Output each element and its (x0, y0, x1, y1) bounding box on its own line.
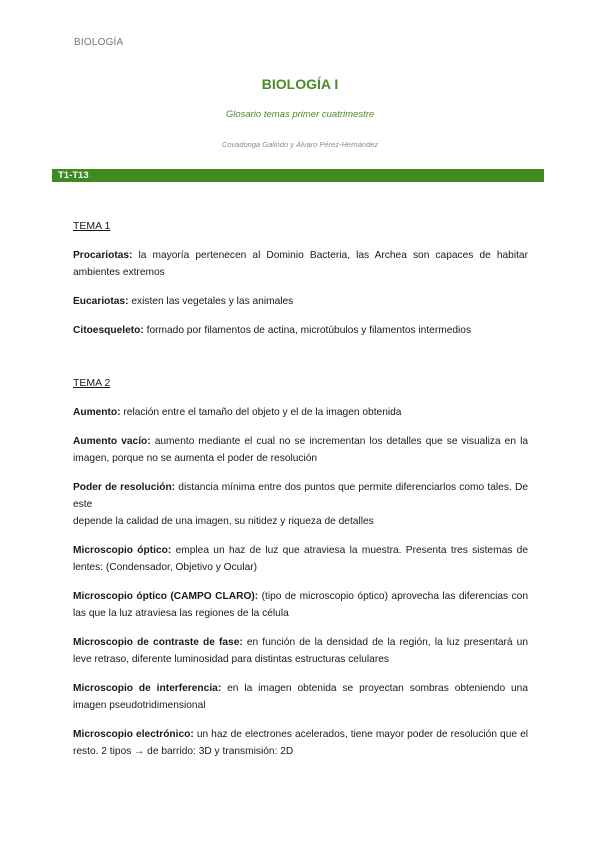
entry-definition: relación entre el tamaño del objeto y el de la imagen obtenida (123, 407, 402, 418)
glossary-entry (73, 588, 528, 622)
section-label: T1-T13 (58, 170, 89, 181)
entry-definition: en la imagen obtenida se proyectan sombras obteniendo una imagen pseudotridimensional (73, 683, 528, 711)
glossary-entry (73, 634, 528, 668)
entry-term: Procariotas: (73, 250, 133, 261)
entry-term: Citoesqueleto: (73, 325, 144, 336)
topic-heading: TEMA 2 (73, 377, 111, 389)
entry-definition: distancia mínima entre dos puntos que permite diferenciarlos como tales. De este (73, 482, 528, 510)
entry-definition: existen las vegetales y las animales (131, 296, 294, 307)
entry-term: Microscopio de interferencia: (73, 683, 222, 694)
glossary-entry (73, 293, 528, 310)
entry-definition: la mayoría pertenecen al Dominio Bacteria, las Archea son capaces de habitar ambientes extremos (73, 250, 528, 278)
entry-definition: formado por filamentos de actina, microtúbulos y filamentos intermedios (146, 325, 472, 336)
entry-definition: aumento mediante el cual no se incrementan los detalles que se visualiza en la imagen, porque no se aumenta el poder de resolución (73, 436, 529, 464)
entry-definition: un haz de electrones acelerados, tiene mayor poder de resolución que el resto. 2 tipos → de barrido: 3D y transmisión: 2D (73, 729, 528, 757)
document-title: BIOLOGÍA I (261, 76, 339, 92)
entry-definition: (tipo de microscopio óptico) aprovecha las diferencias con las que la luz atraviesa las regiones de la célula (73, 591, 528, 619)
entry-term: Microscopio óptico: (73, 545, 172, 556)
section-bar (52, 169, 544, 182)
document-authors: Covadonga Galindo y Álvaro Pérez-Hernández (221, 140, 379, 149)
glossary-entry (73, 680, 528, 714)
glossary-entry (73, 404, 528, 421)
topic-1 (73, 218, 528, 339)
document-subtitle: Glosario temas primer cuatrimestre (225, 109, 375, 120)
glossary-entry (73, 542, 528, 576)
entry-term: Poder de resolución: (73, 482, 176, 493)
entry-term: Aumento: (73, 407, 121, 418)
glossary-entry (73, 479, 528, 530)
entry-term: Microscopio de contraste de fase: (73, 637, 243, 648)
glossary-entry (73, 726, 528, 760)
glossary-entry (73, 322, 528, 339)
entry-definition: en función de la densidad de la región, la luz presentará un leve retraso, diferente luminosidad para distintas estructuras celulares (73, 637, 528, 665)
entry-term: Microscopio electrónico: (73, 729, 194, 740)
entry-definition: emplea un haz de luz que atraviesa la muestra. Presenta tres sistemas de lentes: (Condensador, Objetivo y Ocular) (73, 545, 528, 573)
topic-heading: TEMA 1 (73, 220, 111, 232)
entry-term: Eucariotas: (73, 296, 129, 307)
running-head: BIOLOGÍA (74, 37, 124, 48)
glossary-entry (73, 247, 528, 281)
entry-term: Aumento vacío: (73, 436, 151, 447)
entry-definition-continued: depende la calidad de una imagen, su nitidez y riqueza de detalles (73, 516, 374, 527)
glossary-content (73, 218, 528, 772)
glossary-entry (73, 433, 528, 467)
topic-2 (73, 375, 528, 760)
entry-term: Microscopio óptico (CAMPO CLARO): (73, 591, 259, 602)
